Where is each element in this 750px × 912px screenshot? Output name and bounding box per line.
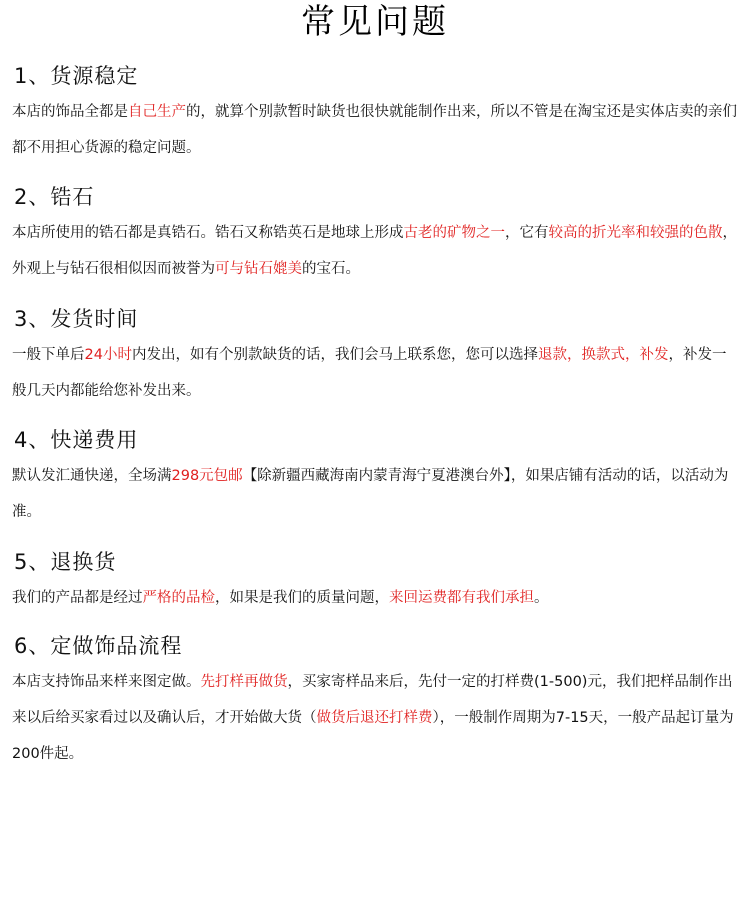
highlight-text: 298元包邮 xyxy=(171,468,243,484)
text-run: 的，就算个别款暂时缺货也很快就能制作出来，所以不管是在淘宝还是实体店卖的亲们都不用担心货源的稳定问题。 xyxy=(12,104,737,156)
text-run: 本店所使用的锆石都是真锆石。锆石又称锆英石是地球上形成 xyxy=(12,225,404,241)
section-body xyxy=(12,337,740,409)
faq-section-zircon xyxy=(12,183,740,287)
text-run: ，外观上与钻石很相似因而被誉为 xyxy=(12,225,737,277)
blank-area xyxy=(0,800,750,912)
section-heading: 6、定做饰品流程 xyxy=(14,634,183,658)
text-run: 的宝石。 xyxy=(302,261,360,277)
highlight-text: 24小时 xyxy=(84,347,132,363)
text-run: ，如果是我们的质量问题， xyxy=(215,590,389,606)
section-heading: 1、货源稳定 xyxy=(14,64,139,88)
faq-section-shipping-time xyxy=(12,305,740,409)
text-run: 一般下单后 xyxy=(12,347,85,363)
text-run: 本店的饰品全都是 xyxy=(12,104,128,120)
section-body xyxy=(12,94,740,166)
text-run: 我们的产品都是经过 xyxy=(12,590,143,606)
text-run: ，它有 xyxy=(505,225,549,241)
highlight-text: 严格的品检 xyxy=(142,590,215,606)
text-run: ），一般制作周期为7-15天，一般产品起订量为200件起。 xyxy=(12,710,734,762)
section-heading: 3、发货时间 xyxy=(14,307,139,331)
section-body xyxy=(12,458,740,530)
text-run: 【除新疆西藏海南内蒙青海宁夏港澳台外】，如果店铺有活动的话，以活动为准。 xyxy=(12,468,729,520)
text-run: ，买家寄样品来后，先付一定的打样费(1-500)元，我们把样品制作出来以后给买家看过以及确认后，才开始做大货（ xyxy=(12,674,733,726)
highlight-text: 退款，换款式，补发 xyxy=(537,347,669,363)
section-heading: 2、锆石 xyxy=(14,185,95,209)
highlight-text: 来回运费都有我们承担 xyxy=(389,590,534,606)
text-run: 默认发汇通快递，全场满 xyxy=(12,468,172,484)
highlight-text: 古老的矿物之一 xyxy=(403,225,505,241)
highlight-text: 先打样再做货 xyxy=(200,674,288,690)
highlight-text: 可与钻石媲美 xyxy=(215,261,302,277)
section-body xyxy=(12,580,740,616)
faq-section-returns xyxy=(12,548,740,616)
highlight-text: 自己生产 xyxy=(128,104,186,120)
page-title: 常见问题 xyxy=(301,2,449,42)
faq-section-supply xyxy=(12,62,740,166)
text-run: 内发出，如有个别款缺货的话，我们会马上联系您，您可以选择 xyxy=(131,347,538,363)
faq-section-shipping-fee xyxy=(12,426,740,530)
text-run: 本店支持饰品来样来图定做。 xyxy=(12,674,201,690)
faq-section-custom-order xyxy=(12,632,740,772)
highlight-text: 较高的折光率和较强的色散 xyxy=(548,225,723,241)
section-body xyxy=(12,664,740,772)
text-run: ，补发一般几天内都能给您补发出来。 xyxy=(12,347,727,399)
section-heading: 5、退换货 xyxy=(14,550,117,574)
section-body xyxy=(12,215,740,287)
highlight-text: 做货后退还打样费 xyxy=(316,710,433,726)
section-heading: 4、快递费用 xyxy=(14,428,139,452)
text-run: 。 xyxy=(534,590,549,606)
